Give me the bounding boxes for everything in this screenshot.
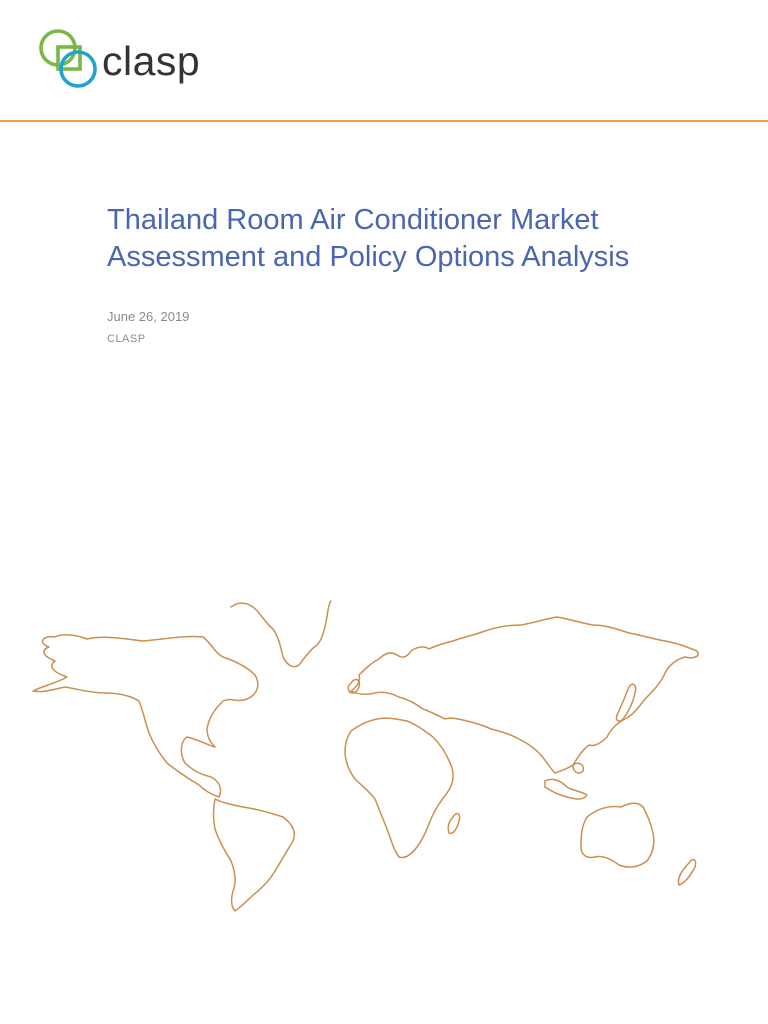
map-north-america xyxy=(33,635,258,797)
document-title-line-2: Assessment and Policy Options Analysis xyxy=(107,241,630,273)
document-date: June 26, 2019 xyxy=(107,309,190,324)
map-japan xyxy=(616,684,635,721)
world-map-outline-icon xyxy=(25,595,725,915)
cover-header xyxy=(0,0,768,122)
map-south-america xyxy=(214,799,295,911)
map-madagascar xyxy=(448,814,459,834)
map-uk xyxy=(348,680,359,694)
clasp-logo xyxy=(38,26,218,96)
map-greenland xyxy=(231,601,331,667)
map-new-zealand xyxy=(678,860,695,885)
title-block xyxy=(107,202,727,276)
map-australia xyxy=(581,803,654,867)
map-africa xyxy=(345,718,453,857)
document-author: CLASP xyxy=(107,333,146,345)
clasp-logo-wordmark: clasp xyxy=(102,38,201,84)
clasp-logo-mark-icon xyxy=(38,26,104,92)
map-eurasia xyxy=(351,617,698,773)
header-divider xyxy=(0,120,768,122)
document-title-line-1: Thailand Room Air Conditioner Market xyxy=(107,204,599,236)
map-sea-islands-2 xyxy=(573,763,583,773)
map-sea-islands xyxy=(545,779,587,799)
document-title xyxy=(107,202,727,276)
